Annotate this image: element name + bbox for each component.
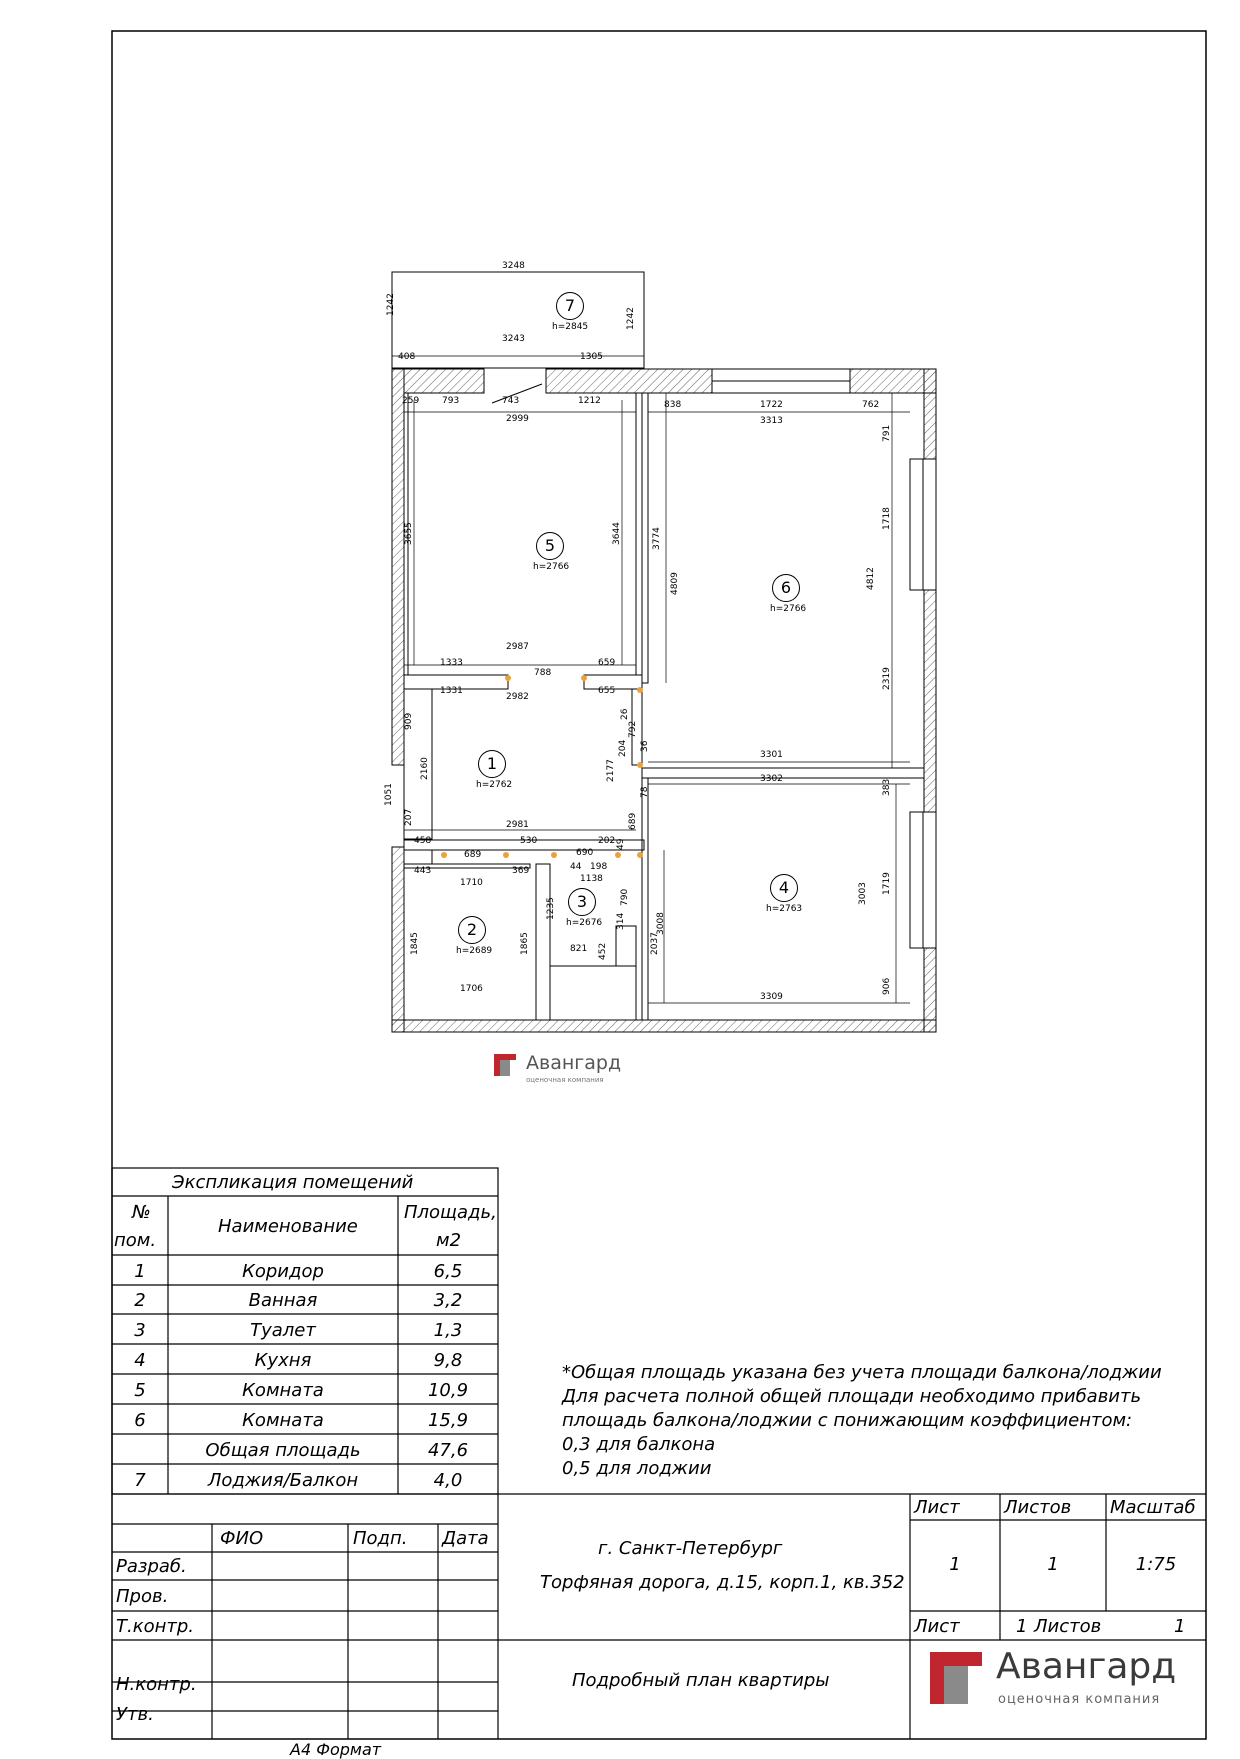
dim-text: 2981 bbox=[506, 820, 529, 830]
dim-text: 659 bbox=[598, 658, 616, 668]
dim-text: 1138 bbox=[580, 874, 603, 884]
dim-text: 2999 bbox=[506, 414, 529, 424]
dim-text: 2319 bbox=[882, 667, 892, 690]
row-3-area: 1,3 bbox=[433, 1320, 463, 1341]
room-4-height: h=2763 bbox=[766, 904, 803, 914]
row-2-name: Ванная bbox=[248, 1290, 318, 1311]
dim-text: 2160 bbox=[420, 757, 430, 780]
col-name-header: Наименование bbox=[218, 1216, 358, 1237]
dim-text: 788 bbox=[534, 668, 552, 678]
stamp-role-utv: Утв. bbox=[116, 1704, 154, 1725]
dim-text: 3655 bbox=[404, 522, 414, 545]
dim-text: 762 bbox=[862, 400, 880, 410]
explication-title: Экспликация помещений bbox=[172, 1172, 414, 1193]
dim-text: 793 bbox=[442, 396, 460, 406]
stamp-podp-header: Подп. bbox=[353, 1528, 408, 1549]
row-5-num: 5 bbox=[134, 1380, 146, 1401]
dim-text: 792 bbox=[628, 720, 638, 738]
dim-text: 1710 bbox=[460, 878, 483, 888]
stamp-role-nkontr: Н.контр. bbox=[116, 1674, 197, 1695]
stamp-listov-value2: 1 bbox=[1174, 1616, 1186, 1637]
row-total-area: 47,6 bbox=[427, 1440, 469, 1461]
dim-text: 3774 bbox=[652, 527, 662, 550]
row-7-area: 4,0 bbox=[433, 1470, 463, 1491]
dim-text: 1865 bbox=[520, 932, 530, 955]
plan-logo-name: Авангард bbox=[526, 1052, 622, 1074]
row-total-name: Общая площадь bbox=[205, 1440, 361, 1461]
dim-text: 443 bbox=[414, 866, 432, 876]
row-3-num: 3 bbox=[134, 1320, 146, 1341]
dim-text: 369 bbox=[512, 866, 530, 876]
dim-text: 458 bbox=[414, 836, 432, 846]
dim-text: 1242 bbox=[626, 307, 636, 330]
stamp-masshtab-label: Масштаб bbox=[1110, 1497, 1196, 1518]
dim-text: 655 bbox=[598, 686, 616, 696]
stamp-fio-header: ФИО bbox=[220, 1528, 264, 1549]
row-6-num: 6 bbox=[134, 1410, 146, 1431]
stamp-role-tkontr: Т.контр. bbox=[116, 1616, 195, 1637]
row-1-area: 6,5 bbox=[433, 1261, 463, 1282]
stamp-logo-mark bbox=[930, 1652, 986, 1708]
room-5-number: 5 bbox=[536, 532, 564, 560]
dim-text: 3248 bbox=[502, 261, 525, 271]
dim-text: 689 bbox=[464, 850, 482, 860]
dim-text: 1235 bbox=[546, 897, 556, 920]
note-line-4: 0,3 для балкона bbox=[562, 1434, 716, 1455]
dim-text: 4812 bbox=[866, 567, 876, 590]
dim-text: 1718 bbox=[882, 507, 892, 530]
stamp-role-razrab: Разраб. bbox=[116, 1556, 187, 1577]
dim-text: 198 bbox=[590, 862, 608, 872]
dim-text: 2982 bbox=[506, 692, 529, 702]
row-5-name: Комната bbox=[242, 1380, 324, 1401]
room-6-height: h=2766 bbox=[770, 604, 807, 614]
stamp-listov-label2: Листов bbox=[1034, 1616, 1102, 1637]
col-num-header-2: пом. bbox=[114, 1230, 157, 1251]
dim-text: 530 bbox=[520, 836, 538, 846]
dim-text: 383 bbox=[882, 778, 892, 796]
dim-text: 44 bbox=[570, 862, 582, 872]
stamp-list-value2: 1 bbox=[1016, 1616, 1028, 1637]
row-2-num: 2 bbox=[134, 1290, 146, 1311]
dim-text: 906 bbox=[882, 977, 892, 995]
dim-text: 909 bbox=[404, 712, 414, 730]
dim-text: 1305 bbox=[580, 352, 603, 362]
stamp-address-line2: Торфяная дорога, д.15, корп.1, кв.352 bbox=[540, 1572, 905, 1593]
stamp-list-value: 1 bbox=[949, 1554, 961, 1575]
room-7-number: 7 bbox=[556, 292, 584, 320]
col-area-header-2: м2 bbox=[436, 1230, 462, 1251]
dim-text: 452 bbox=[598, 942, 608, 960]
dim-text: 4809 bbox=[670, 572, 680, 595]
dim-text: 1051 bbox=[384, 783, 394, 806]
room-1-number: 1 bbox=[478, 750, 506, 778]
stamp-description: Подробный план квартиры bbox=[572, 1670, 830, 1691]
stamp-list-label2: Лист bbox=[914, 1616, 960, 1637]
dim-text: 3003 bbox=[858, 882, 868, 905]
dim-text: 408 bbox=[398, 352, 416, 362]
dim-text: 1242 bbox=[386, 293, 396, 316]
stamp-logo-name: Авангард bbox=[996, 1646, 1177, 1687]
dim-text: 2987 bbox=[506, 642, 529, 652]
note-line-1: *Общая площадь указана без учета площади балкона/лоджии bbox=[562, 1362, 1162, 1383]
room-3-height: h=2676 bbox=[566, 918, 603, 928]
dim-text: 204 bbox=[618, 739, 628, 757]
plan-logo-sub: оценочная компания bbox=[526, 1076, 604, 1084]
dim-text: 49 bbox=[616, 838, 626, 850]
row-7-name: Лоджия/Балкон bbox=[207, 1470, 359, 1491]
dim-text: 3644 bbox=[612, 522, 622, 545]
room-2-height: h=2689 bbox=[456, 946, 493, 956]
dim-text: 1333 bbox=[440, 658, 463, 668]
room-5-height: h=2766 bbox=[533, 562, 570, 572]
stamp-list-label: Лист bbox=[914, 1497, 960, 1518]
dim-text: 3008 bbox=[656, 912, 666, 935]
row-4-area: 9,8 bbox=[433, 1350, 463, 1371]
col-num-header-1: № bbox=[132, 1202, 151, 1223]
row-2-area: 3,2 bbox=[433, 1290, 463, 1311]
room-6-number: 6 bbox=[772, 574, 800, 602]
dim-text: 689 bbox=[628, 812, 638, 830]
dim-text: 2177 bbox=[606, 759, 616, 782]
dim-text: 78 bbox=[640, 786, 650, 798]
note-line-2: Для расчета полной общей площади необходимо прибавить bbox=[562, 1386, 1142, 1407]
note-line-5: 0,5 для лоджии bbox=[562, 1458, 712, 1479]
row-3-name: Туалет bbox=[250, 1320, 316, 1341]
stamp-role-prov: Пров. bbox=[116, 1586, 169, 1607]
dim-text: 2037 bbox=[650, 932, 660, 955]
col-area-header-1: Площадь, bbox=[404, 1202, 497, 1223]
dim-text: 3243 bbox=[502, 334, 525, 344]
room-2-number: 2 bbox=[458, 916, 486, 944]
dim-text: 3313 bbox=[760, 416, 783, 426]
row-7-num: 7 bbox=[134, 1470, 146, 1491]
row-1-name: Коридор bbox=[242, 1261, 324, 1282]
dim-text: 791 bbox=[882, 424, 892, 442]
row-6-name: Комната bbox=[242, 1410, 324, 1431]
dim-text: 26 bbox=[620, 708, 630, 720]
row-6-area: 15,9 bbox=[427, 1410, 469, 1431]
dim-text: 790 bbox=[620, 888, 630, 906]
dim-text: 1845 bbox=[410, 932, 420, 955]
dim-text: 3301 bbox=[760, 750, 783, 760]
dim-text: 3309 bbox=[760, 992, 783, 1002]
dim-text: 838 bbox=[664, 400, 682, 410]
room-4-number: 4 bbox=[770, 874, 798, 902]
row-4-name: Кухня bbox=[254, 1350, 312, 1371]
dim-text: 36 bbox=[640, 740, 650, 752]
row-4-num: 4 bbox=[134, 1350, 146, 1371]
stamp-address-line1: г. Санкт-Петербург bbox=[598, 1538, 783, 1559]
row-5-area: 10,9 bbox=[427, 1380, 469, 1401]
dim-text: 207 bbox=[404, 808, 414, 826]
dim-text: 1212 bbox=[578, 396, 601, 406]
dim-text: 743 bbox=[502, 396, 520, 406]
note-line-3: площадь балкона/лоджии с понижающим коэффициентом: bbox=[562, 1410, 1133, 1431]
dim-text: 1722 bbox=[760, 400, 783, 410]
room-1-height: h=2762 bbox=[476, 780, 513, 790]
dim-text: 259 bbox=[402, 396, 420, 406]
stamp-data-header: Дата bbox=[442, 1528, 489, 1549]
dim-text: 314 bbox=[616, 912, 626, 930]
dim-text: 3302 bbox=[760, 774, 783, 784]
dim-text: 1331 bbox=[440, 686, 463, 696]
row-1-num: 1 bbox=[134, 1261, 146, 1282]
dim-text: 202 bbox=[598, 836, 616, 846]
dim-text: 690 bbox=[576, 848, 594, 858]
stamp-logo-sub: оценочная компания bbox=[998, 1692, 1161, 1707]
stamp-masshtab-value: 1:75 bbox=[1135, 1554, 1177, 1575]
dim-text: 1706 bbox=[460, 984, 483, 994]
format-label: А4 Формат bbox=[290, 1740, 382, 1759]
dim-text: 1719 bbox=[882, 872, 892, 895]
room-7-height: h=2845 bbox=[552, 322, 589, 332]
room-3-number: 3 bbox=[568, 888, 596, 916]
dim-text: 821 bbox=[570, 944, 588, 954]
stamp-listov-label: Листов bbox=[1004, 1497, 1072, 1518]
stamp-listov-value: 1 bbox=[1047, 1554, 1059, 1575]
